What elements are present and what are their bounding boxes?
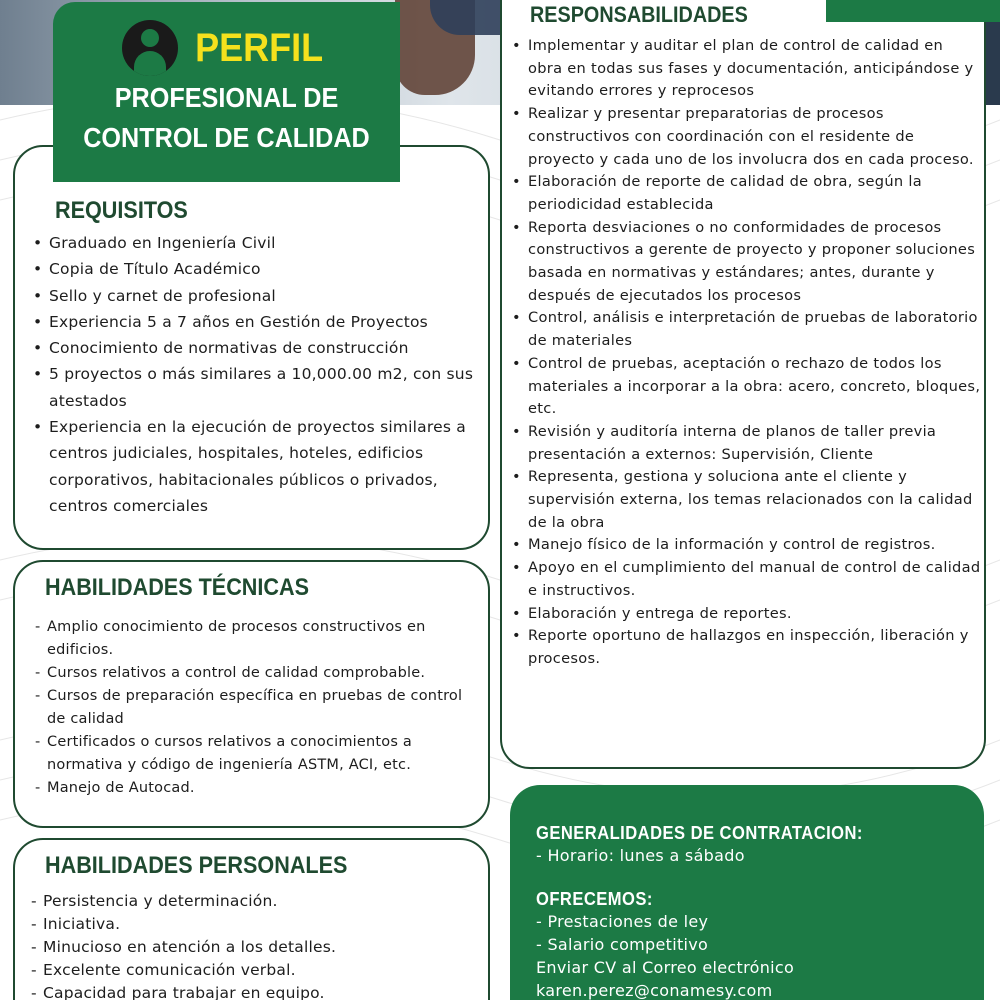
list-item: • Realizar y presentar preparatorias de procesos constructivos con coordinación con el residente de proyecto y cada uno de los involucra dos en cada proceso. [510, 103, 982, 171]
habilidades-tecnicas-list [35, 616, 475, 800]
title-banner [53, 2, 400, 182]
list-item: - Certificados o cursos relativos a conocimientos a normativa y código de ingeniería ASTM, ACI, etc. [35, 731, 475, 777]
habilidades-personales-list [31, 890, 471, 1000]
horario-text: - Horario: lunes a sábado [536, 846, 745, 865]
list-item: • Manejo físico de la información y control de registros. [510, 534, 982, 557]
requisitos-list [31, 230, 486, 519]
list-item: - Manejo de Autocad. [35, 777, 475, 800]
list-item: • Copia de Título Académico [31, 256, 486, 282]
habilidades-personales-heading: HABILIDADES PERSONALES [45, 852, 348, 879]
requisitos-card [13, 145, 490, 550]
contact-email[interactable]: karen.perez@conamesy.com [536, 981, 773, 1000]
ofrecemos-item: - Salario competitivo [536, 935, 709, 954]
responsabilidades-heading: RESPONSABILIDADES [530, 2, 748, 27]
generalidades-panel [510, 785, 984, 1000]
list-item: - Excelente comunicación verbal. [31, 959, 471, 982]
list-item: • Reporte oportuno de hallazgos en inspección, liberación y procesos. [510, 625, 982, 670]
title-line-1: PROFESIONAL DE [114, 82, 339, 113]
corner-accent [826, 0, 1000, 22]
habilidades-tecnicas-heading: HABILIDADES TÉCNICAS [45, 574, 310, 601]
list-item: - Cursos relativos a control de calidad comprobable. [35, 662, 475, 685]
list-item: • Elaboración y entrega de reportes. [510, 603, 982, 626]
list-item: • Experiencia en la ejecución de proyectos similares a centros judiciales, hospitales, hoteles, edificios corporativos, habitacionales públicos o privados, centros comerciales [31, 414, 486, 519]
list-item: - Capacidad para trabajar en equipo. [31, 982, 471, 1000]
list-item: • Sello y carnet de profesional [31, 283, 486, 309]
user-profile-icon [122, 20, 178, 76]
list-item: - Persistencia y determinación. [31, 890, 471, 913]
habilidades-tecnicas-card [13, 560, 490, 828]
requisitos-heading: REQUISITOS [55, 197, 188, 224]
list-item: • Graduado en Ingeniería Civil [31, 230, 486, 256]
generalidades-heading: GENERALIDADES DE CONTRATACION: [536, 823, 863, 843]
list-item: • Apoyo en el cumplimiento del manual de control de calidad e instructivos. [510, 557, 982, 602]
enviar-cv-text: Enviar CV al Correo electrónico [536, 958, 795, 977]
list-item: - Iniciativa. [31, 913, 471, 936]
list-item: • Conocimiento de normativas de construcción [31, 335, 486, 361]
list-item: • 5 proyectos o más similares a 10,000.00 m2, con sus atestados [31, 361, 486, 414]
list-item: • Experiencia 5 a 7 años en Gestión de Proyectos [31, 309, 486, 335]
list-item: - Minucioso en atención a los detalles. [31, 936, 471, 959]
responsabilidades-card [500, 0, 986, 769]
title-line-2: CONTROL DE CALIDAD [83, 122, 370, 153]
title-perfil: PERFIL [195, 25, 324, 70]
list-item: • Control, análisis e interpretación de pruebas de laboratorio de materiales [510, 307, 982, 352]
responsabilidades-list [510, 35, 982, 671]
list-item: • Representa, gestiona y soluciona ante el cliente y supervisión externa, los temas relacionados con la calidad de la obra [510, 466, 982, 534]
ofrecemos-heading: OFRECEMOS: [536, 889, 653, 909]
list-item: - Amplio conocimiento de procesos constructivos en edificios. [35, 616, 475, 662]
list-item: • Elaboración de reporte de calidad de obra, según la periodicidad establecida [510, 171, 982, 216]
list-item: - Cursos de preparación específica en pruebas de control de calidad [35, 685, 475, 731]
list-item: • Revisión y auditoría interna de planos de taller previa presentación a externos: Supervisión, Cliente [510, 421, 982, 466]
list-item: • Reporta desviaciones o no conformidades de procesos constructivos a gerente de proyecto y proponer soluciones basada en normativas y estándares; antes, durante y después de ejecutados los procesos [510, 217, 982, 308]
habilidades-personales-card [13, 838, 490, 1000]
list-item: • Implementar y auditar el plan de control de calidad en obra en todas sus fases y documentación, anticipándose y evitando errores y reprocesos [510, 35, 982, 103]
list-item: • Control de pruebas, aceptación o rechazo de todos los materiales a incorporar a la obra: acero, concreto, bloques, etc. [510, 353, 982, 421]
ofrecemos-item: - Prestaciones de ley [536, 912, 709, 931]
